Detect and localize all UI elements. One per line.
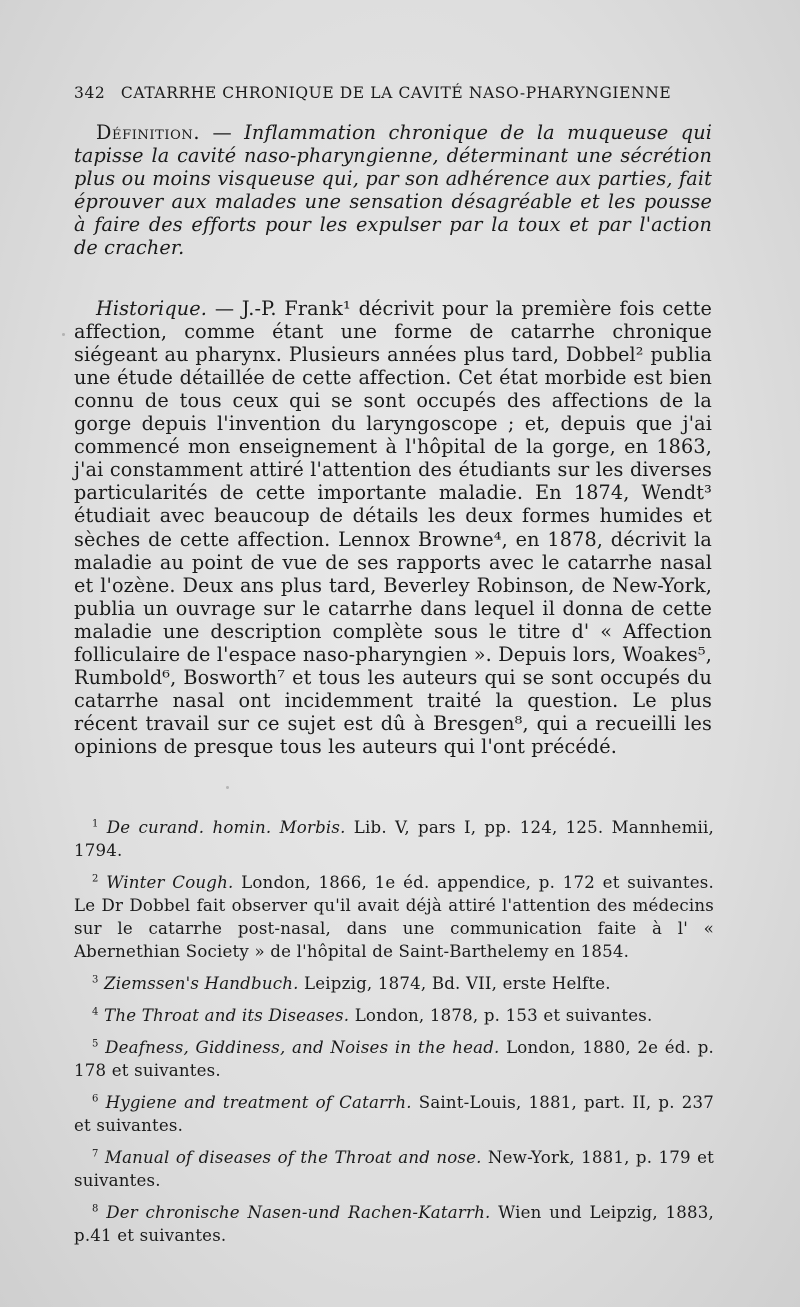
footnote: [74, 1202, 714, 1248]
page-number: 342: [74, 84, 106, 102]
footnote-title: Deafness, Giddiness, and Noises in the head.: [105, 1038, 500, 1057]
footnote-text: Saint-Louis, 1881, part. II, p. 237 et suivantes.: [74, 1093, 714, 1135]
historique-label: Historique.: [96, 296, 208, 320]
footnote: [74, 872, 714, 964]
historique-text: — J.-P. Frank¹ décrivit pour la première fois cette affection, comme étant une forme de catarrhe chronique siégeant au pharynx. Plusieurs années plus tard, Dobbel² publia une étude détaillée de cette affection. Cet état morbide est bien connu de tous ceux qui se sont occupés des affections de la gorge depuis l'invention du laryngoscope ; et, depuis que j'ai commencé mon enseignement à l'hôpital de la gorge, en 1863, j'ai constamment attiré l'attention des étudiants sur les diverses particularités de cette importante maladie. En 1874, Wendt³ étudiait avec beaucoup de détails les deux formes humides et sèches de cette affection. Lennox Browne⁴, en 1878, décrivit la maladie au point de vue de ses rapports avec le catarrhe nasal et l'ozène. Deux ans plus tard, Beverley Robinson, de New-York, publia un ouvrage sur le catarrhe dans lequel il donna de cette maladie une description complète sous le titre d' « Affection folliculaire de l'espace naso-pharyngien ». Depuis lors, Woakes⁵, Rumbold⁶, Bosworth⁷ et tous les auteurs qui se sont occupés du catarrhe nasal ont incidemment traité la question. Le plus récent travail sur ce sujet est dû à Bresgen⁸, qui a recueilli les opinions de presque tous les auteurs qui l'ont précédé.: [74, 296, 712, 759]
footnote-number: 1: [92, 818, 99, 830]
footnote-title: Hygiene and treatment of Catarrh.: [105, 1093, 412, 1112]
definition-text: Inflammation chronique de la muqueuse qui tapisse la cavité naso-pharyngienne, déterminant une sécrétion plus ou moins visqueuse qui, par son adhérence aux parties, fait éprouver aux malades une sensation désagréable et les pousse à faire des efforts pour les expulser par la toux et par l'action de cracher.: [74, 121, 712, 260]
footnote-text: Lib. V, pars I, pp. 124, 125. Mannhemii, 1794.: [74, 818, 714, 860]
footnote-number: 6: [92, 1093, 99, 1105]
footnote-title: Ziemssen's Handbuch.: [104, 973, 299, 993]
footnote-number: 8: [92, 1203, 99, 1215]
footnote-title: The Throat and its Diseases.: [104, 1005, 350, 1025]
footnote-text: London, 1878, p. 153 et suivantes.: [349, 1005, 653, 1025]
definition-label: Définition.: [96, 121, 201, 144]
footnote: [74, 973, 714, 996]
footnote: [74, 1005, 714, 1028]
footnotes: [74, 817, 714, 1257]
footnote-title: Winter Cough.: [106, 873, 234, 892]
footnote-title: Manual of diseases of the Throat and nose.: [104, 1148, 482, 1167]
historique-paragraph: [74, 297, 712, 759]
running-header: [74, 84, 714, 102]
footnote-text: London, 1866, 1e éd. appendice, p. 172 et suivantes. Le Dr Dobbel fait observer qu'il avait déjà attiré l'attention des médecins sur le catarrhe post-nasal, dans une communication faite à l' « Abernethian Society » de l'hôpital de Saint-Barthelemy en 1854.: [74, 873, 714, 961]
footnote-number: 4: [92, 1006, 99, 1018]
definition-paragraph: [74, 121, 712, 260]
main-text: [74, 121, 712, 758]
footnote-number: 2: [92, 873, 99, 885]
footnote: [74, 1037, 714, 1083]
footnote-text: Wien und Leipzig, 1883, p.41 et suivantes.: [74, 1203, 714, 1245]
footnote-text: Leipzig, 1874, Bd. VII, erste Helfte.: [298, 973, 611, 993]
paper-speck: [62, 333, 65, 336]
definition-dash: —: [200, 121, 245, 144]
footnote-number: 7: [92, 1148, 99, 1160]
footnote-text: New-York, 1881, p. 179 et suivantes.: [74, 1148, 714, 1190]
footnote-text: London, 1880, 2e éd. p. 178 et suivantes.: [74, 1038, 714, 1080]
footnote-title: Der chronische Nasen-und Rachen-Katarrh.: [106, 1203, 491, 1222]
running-title: CATARRHE CHRONIQUE DE LA CAVITÉ NASO-PHARYNGIENNE: [120, 84, 672, 102]
footnote: [74, 1147, 714, 1193]
footnote: [74, 1092, 714, 1138]
footnote-number: 3: [92, 974, 99, 986]
footnote: [74, 817, 714, 863]
paper-speck: [226, 786, 229, 789]
footnote-number: 5: [92, 1038, 99, 1050]
footnote-title: De curand. homin. Morbis.: [106, 818, 346, 837]
